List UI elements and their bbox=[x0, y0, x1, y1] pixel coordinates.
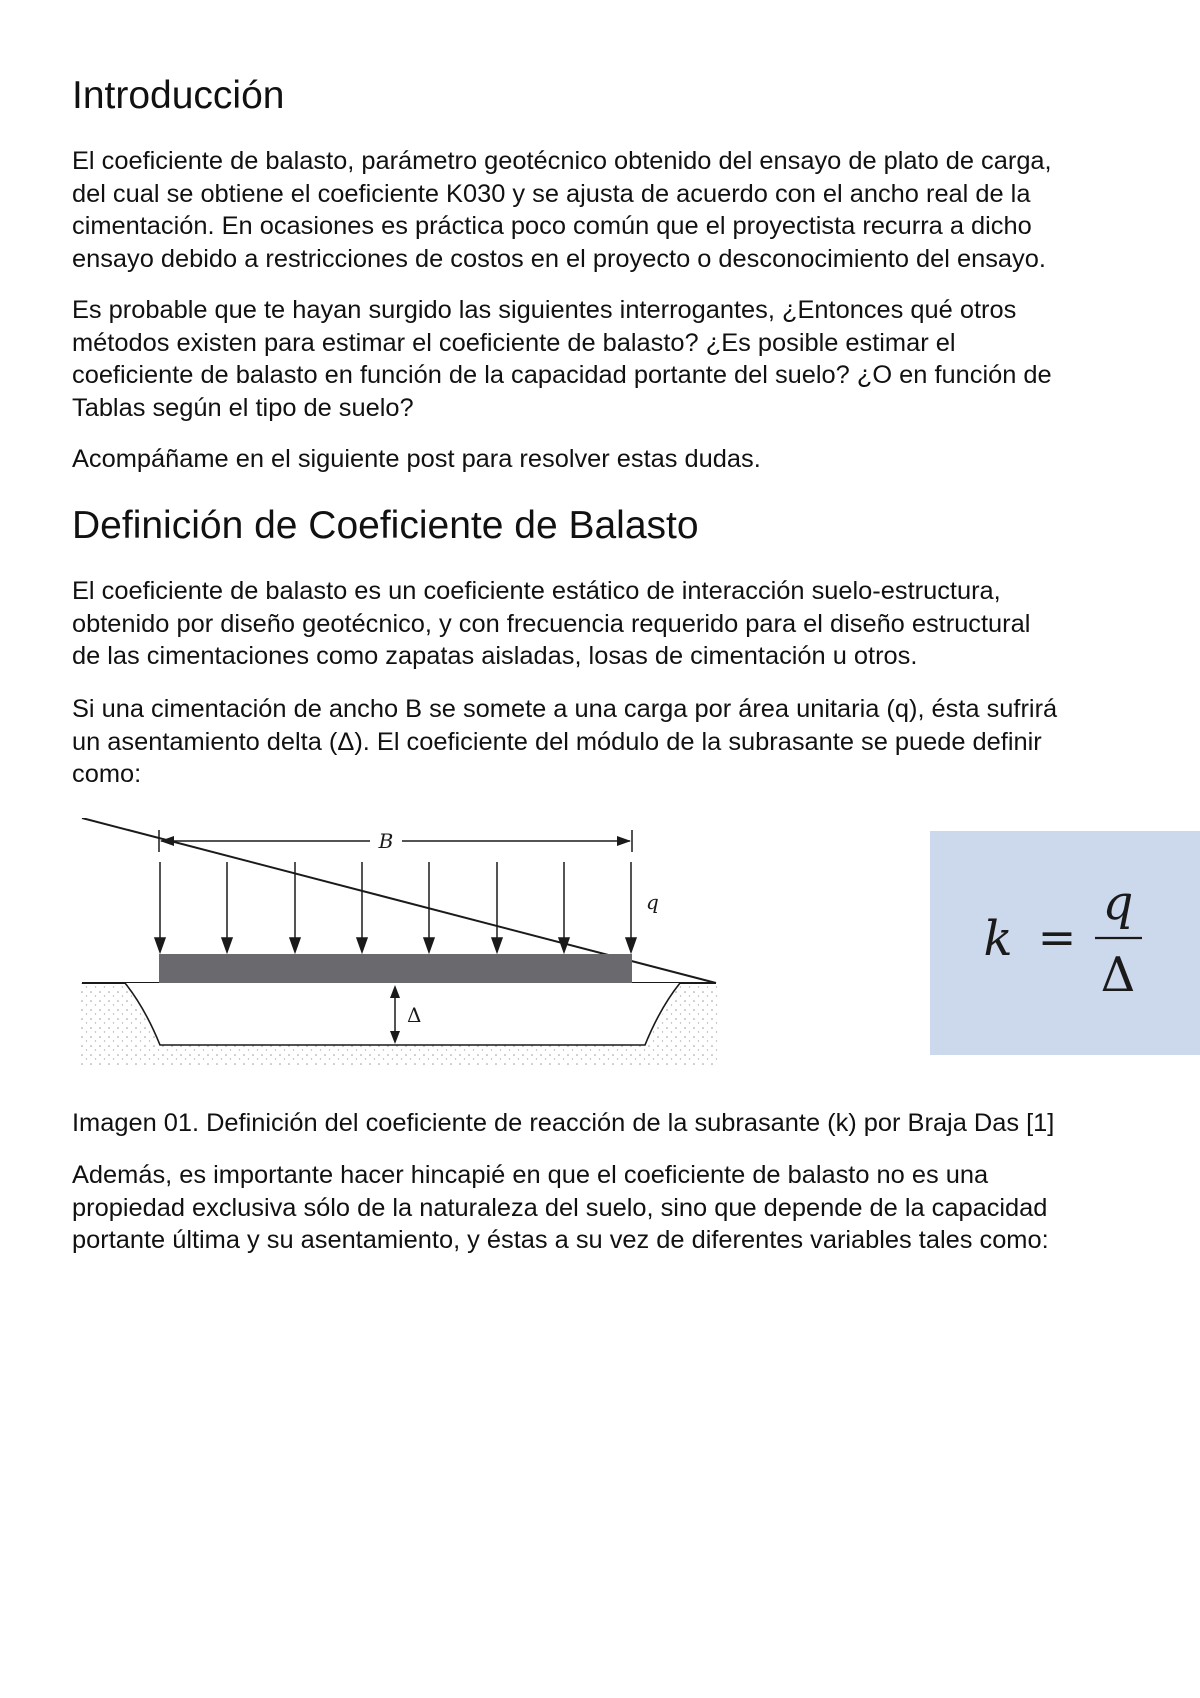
formula-equals: = bbox=[1037, 910, 1077, 964]
text-line: Tablas según el tipo de suelo? bbox=[72, 393, 414, 422]
text-line: propiedad exclusiva sólo de la naturaleza del suelo, sino que depende de la capacidad bbox=[72, 1193, 1048, 1222]
footing-diagram bbox=[80, 818, 720, 1068]
dimension-arrow-right bbox=[617, 836, 631, 846]
load-arrow-head bbox=[424, 938, 434, 952]
formula-svg bbox=[930, 831, 1200, 1055]
definition-paragraph-2 bbox=[72, 693, 1142, 791]
intro-paragraph-2 bbox=[72, 294, 1142, 424]
text-line: ensayo debido a restricciones de costos en el proyecto o desconocimiento del ensayo. bbox=[72, 244, 1046, 273]
load-arrow-head bbox=[626, 938, 636, 952]
text-line: obtenido por diseño geotécnico, y con frecuencia requerido para el diseño estructural bbox=[72, 609, 1031, 638]
heading-introduccion: Introducción bbox=[72, 74, 285, 117]
label-delta: Δ bbox=[407, 1003, 422, 1027]
caption-text: Imagen 01. Definición del coeficiente de reacción de la subrasante (k) por Braja Das [1] bbox=[72, 1109, 1055, 1137]
text-line: cimentación. En ocasiones es práctica poco común que el proyectista recurra a dicho bbox=[72, 212, 1032, 240]
intro-paragraph-3 bbox=[72, 443, 1142, 476]
intro-paragraph-1 bbox=[72, 145, 1142, 275]
text-line: de las cimentaciones como zapatas aisladas, losas de cimentación u otros. bbox=[72, 642, 918, 670]
footing-diagram-svg bbox=[80, 818, 720, 1068]
text-line: portante última y su asentamiento, y éstas a su vez de diferentes variables tales como: bbox=[72, 1226, 1049, 1254]
label-b: B bbox=[378, 829, 394, 853]
label-q: q bbox=[646, 890, 659, 914]
load-arrow-head bbox=[222, 938, 232, 952]
load-arrow-head bbox=[492, 938, 502, 952]
load-arrow-head bbox=[290, 938, 300, 952]
figure-caption bbox=[72, 1107, 1142, 1140]
text-line: Acompáñame en el siguiente post para resolver estas dudas. bbox=[72, 445, 761, 473]
formula-k: k bbox=[983, 911, 1013, 967]
heading-definicion: Definición de Coeficiente de Balasto bbox=[72, 504, 699, 547]
text-line: El coeficiente de balasto, parámetro geotécnico obtenido del ensayo de plato de carga, bbox=[72, 147, 1052, 175]
text-line: coeficiente de balasto en función de la capacidad portante del suelo? ¿O en función de bbox=[72, 361, 1052, 389]
formula-box bbox=[930, 831, 1200, 1055]
text-line: Si una cimentación de ancho B se somete a una carga por área unitaria (q), ésta sufrirá bbox=[72, 695, 1058, 723]
text-line: Además, es importante hacer hincapié en que el coeficiente de balasto no es una bbox=[72, 1161, 989, 1189]
formula-numerator: q bbox=[1102, 875, 1134, 931]
text-line: un asentamiento delta (Δ). El coeficiente del módulo de la subrasante se puede definir bbox=[72, 727, 1042, 756]
definition-paragraph-1 bbox=[72, 575, 1142, 673]
dimension-arrow-left bbox=[160, 836, 174, 846]
load-arrow-head bbox=[155, 938, 165, 952]
closing-paragraph bbox=[72, 1159, 1142, 1257]
text-line: como: bbox=[72, 760, 142, 788]
load-arrows bbox=[155, 862, 636, 952]
text-line: métodos existen para estimar el coeficiente de balasto? ¿Es posible estimar el bbox=[72, 328, 956, 357]
text-line: Es probable que te hayan surgido las siguientes interrogantes, ¿Entonces qué otros bbox=[72, 296, 1017, 324]
load-arrow-head bbox=[357, 938, 367, 952]
text-line: El coeficiente de balasto es un coeficiente estático de interacción suelo-estructura, bbox=[72, 577, 1001, 605]
text-line: del cual se obtiene el coeficiente K030 y se ajusta de acuerdo con el ancho real de la bbox=[72, 179, 1031, 208]
formula-denominator: Δ bbox=[1100, 947, 1136, 1003]
settlement-basin bbox=[125, 983, 680, 1045]
footing-slab bbox=[159, 954, 632, 983]
